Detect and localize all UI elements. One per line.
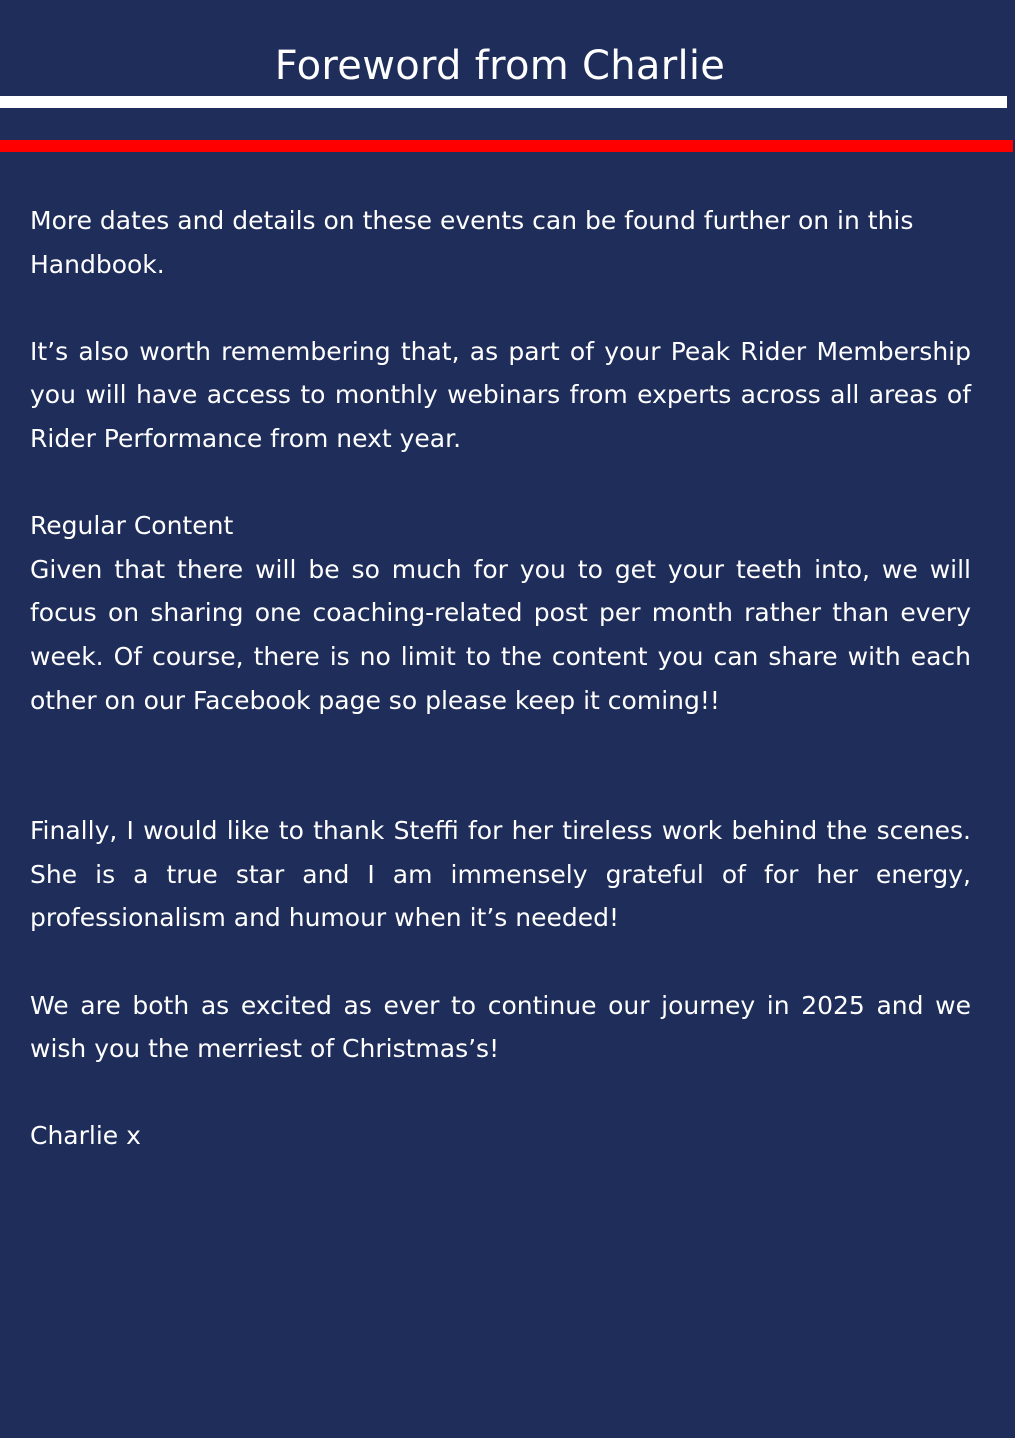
paragraph-wishes: We are both as excited as ever to continue our journey in 2025 and we wish you the merriest of Christmas’s! xyxy=(30,990,971,1064)
paragraph-thanks: Finally, I would like to thank Steffi for her tireless work behind the scenes. She is a true star and I am immensely grateful of for her energy, professionalism and humour when it’s needed! xyxy=(30,816,971,933)
page-title: Foreword from Charlie xyxy=(274,43,726,89)
section-heading-regular-content: Regular Content xyxy=(30,511,234,541)
foreword-body xyxy=(30,199,971,1158)
paragraph-regular-content: Given that there will be so much for you to get your teeth into, we will focus on sharing one coaching-related post per month rather than every week. Of course, there is no limit to the content you can share with each other on our Facebook page so please keep it coming!! xyxy=(30,554,971,715)
white-divider xyxy=(0,96,1007,108)
paragraph-events: More dates and details on these events can be found further on in this Handbook. xyxy=(30,206,914,279)
signoff: Charlie x xyxy=(30,1121,141,1151)
paragraph-membership: It’s also worth remembering that, as part of your Peak Rider Membership you will have access to monthly webinars from experts across all areas of Rider Performance from next year. xyxy=(30,336,971,453)
red-divider xyxy=(0,140,1013,152)
